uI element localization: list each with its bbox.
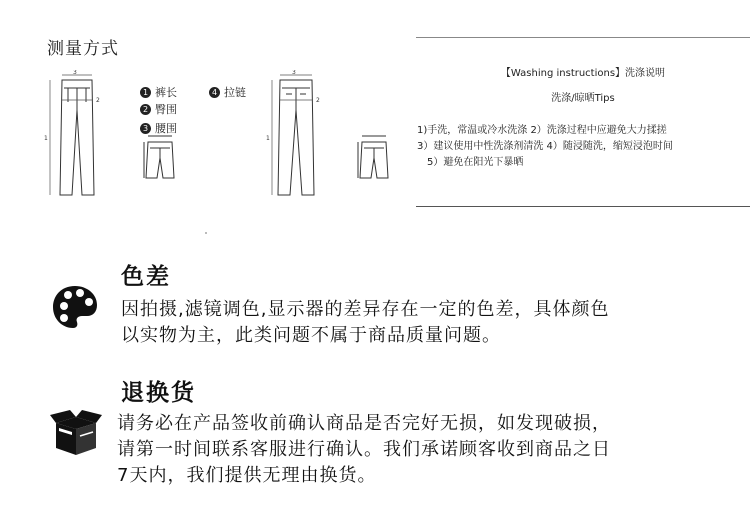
- color-difference-title: 色差: [121, 264, 171, 290]
- color-difference-line: 因拍摄,滤镜调色,显示器的差异存在一定的色差，具体颜色: [121, 299, 610, 320]
- legend-label: 拉链: [224, 86, 246, 99]
- wash-subtitle: 洗涤/晾晒Tips: [551, 93, 615, 104]
- diagram-number: 2: [96, 97, 100, 104]
- legend-label: 裤长: [155, 86, 177, 99]
- back-shorts-drawing: [358, 136, 388, 178]
- legend-label: 腰围: [155, 122, 177, 135]
- wash-bottom-divider: [416, 206, 750, 207]
- front-pants-drawing: [60, 80, 94, 195]
- legend-number: 1: [140, 87, 151, 98]
- legend-inseam: [140, 84, 177, 100]
- legend-number: 3: [140, 123, 151, 134]
- stray-dot: [205, 232, 207, 234]
- box-icon: [50, 407, 102, 459]
- measure-title: 测量方式: [47, 39, 119, 59]
- diagram-number: 2: [316, 97, 320, 104]
- color-difference-text: [121, 297, 609, 349]
- returns-line: 7天内，我们提供无理由换货。: [117, 465, 377, 486]
- legend-waist: [140, 120, 177, 136]
- legend-zipper: [209, 84, 246, 100]
- palette-icon: [50, 283, 100, 333]
- legend-number: 2: [140, 104, 151, 115]
- front-shorts-drawing: [144, 136, 174, 178]
- returns-title: 退换货: [121, 380, 196, 406]
- returns-line: 请务必在产品签收前确认商品是否完好无损，如发现破损，: [117, 413, 611, 434]
- diagram-number: 3: [292, 70, 296, 76]
- legend-hip: [140, 101, 177, 117]
- returns-text: [117, 411, 611, 489]
- wash-instruction-line: 3）建议使用中性洗涤剂清洗 4）随浸随洗，缩短浸泡时间: [417, 141, 673, 152]
- legend-number: 4: [209, 87, 220, 98]
- wash-instruction-line: 1)手洗，常温或冷水洗涤 2）洗涤过程中应避免大力揉搓: [417, 125, 667, 136]
- wash-top-divider: [416, 37, 750, 38]
- wash-title: 【Washing instructions】洗涤说明: [500, 68, 666, 79]
- diagram-number: 1: [44, 135, 48, 142]
- returns-line: 请第一时间联系客服进行确认。我们承诺顾客收到商品之日: [117, 439, 611, 460]
- back-pants-drawing: [278, 80, 314, 195]
- legend-label: 臀围: [155, 103, 177, 116]
- wash-instruction-line: 5）避免在阳光下暴晒: [427, 157, 524, 168]
- diagram-number: 3: [73, 70, 77, 76]
- color-difference-line: 以实物为主，此类问题不属于商品质量问题。: [121, 325, 501, 346]
- diagram-number: 1: [266, 135, 270, 142]
